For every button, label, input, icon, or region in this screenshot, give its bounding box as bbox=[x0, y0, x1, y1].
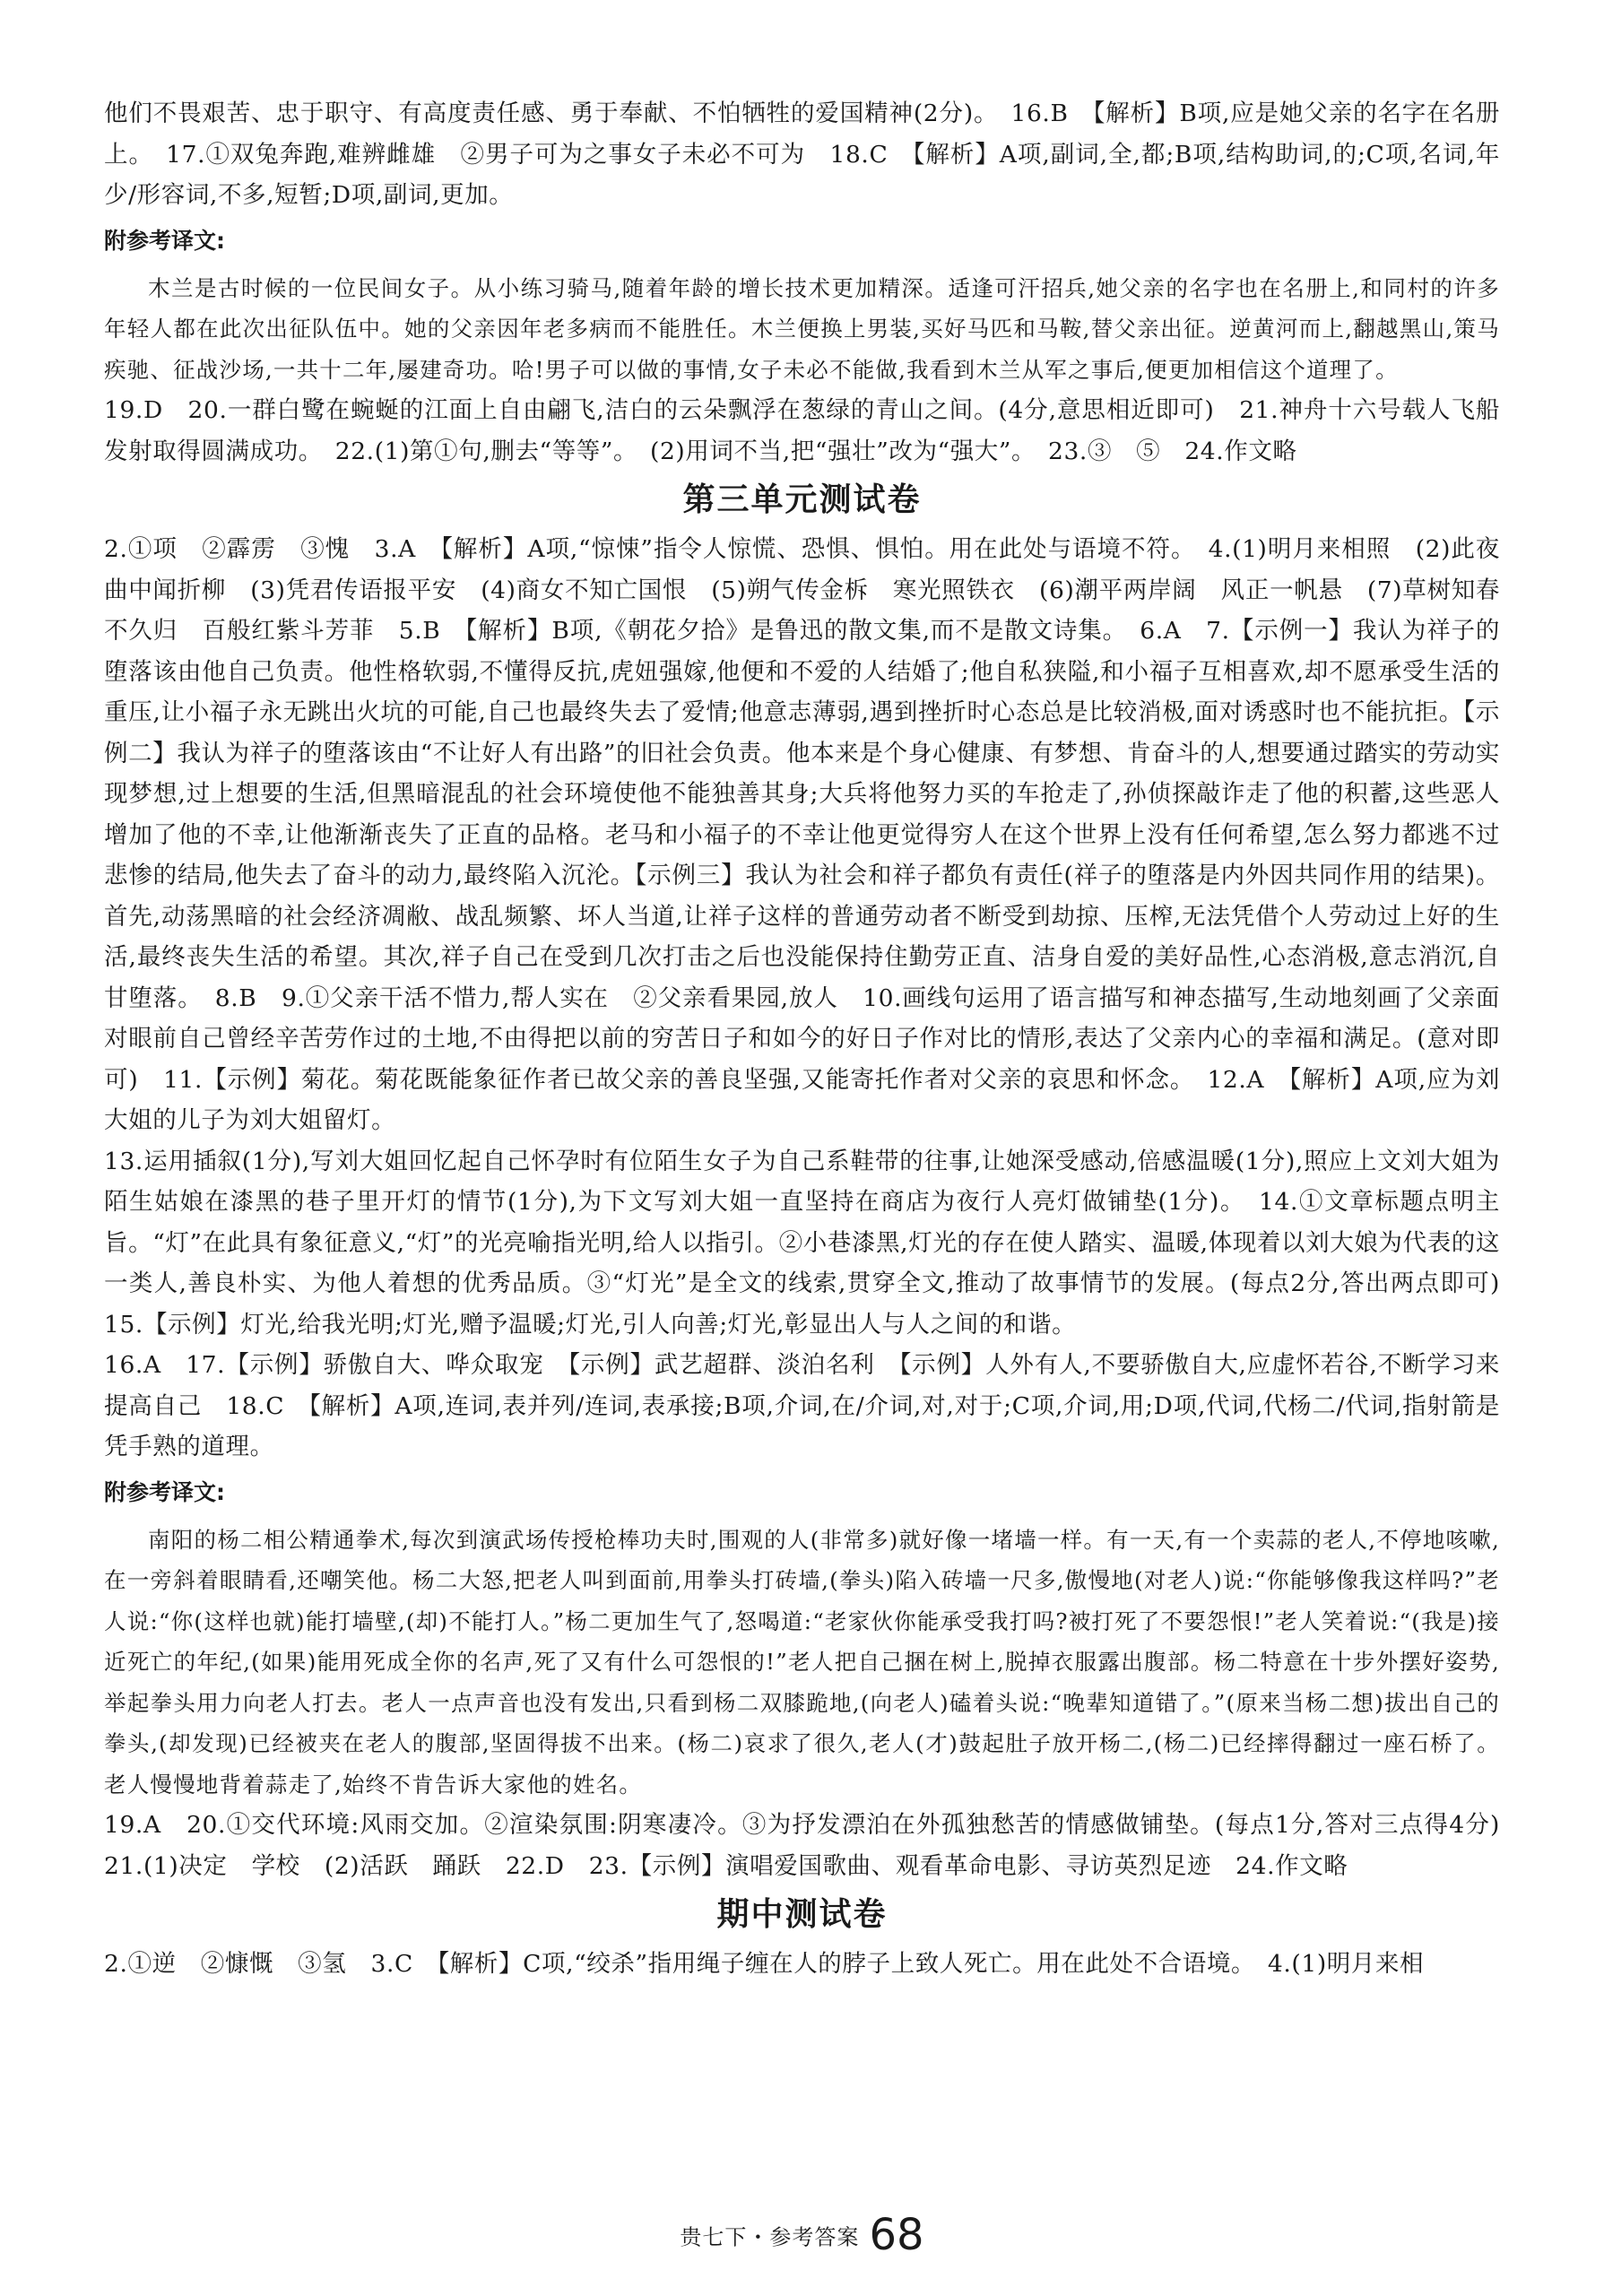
unit2-answers-end: 19.D 20.一群白鹭在蜿蜒的江面上自由翩飞,洁白的云朵飘浮在葱绿的青山之间。(4分,意思相近即可) 21.神舟十六号载人飞船发射取得圆满成功。 22.(1)第①句,删去“等等”。 (2)用词不当,把“强壮”改为“强大”。 23.③ ⑤ 24.作文略 bbox=[104, 396, 1500, 465]
reference-translation-mulan: 木兰是古时候的一位民间女子。从小练习骑马,随着年龄的增长技术更加精深。适逢可汗招兵,她父亲的名字也在名册上,和同村的许多年轻人都在此次出征队伍中。她的父亲因年老多病而不能胜任。木兰便换上男装,买好马匹和马鞍,替父亲出征。逆黄河而上,翻越黑山,策马疾驰、征战沙场,一共十二年,屡建奇功。哈!男子可以做的事情,女子未必不能做,我看到木兰从军之事后,便更加相信这个道理了。 bbox=[104, 274, 1500, 383]
unit3-answers-part3: 16.A 17.【示例】骄傲自大、哗众取宠 【示例】武艺超群、淡泊名利 【示例】人外有人,不要骄傲自大,应虚怀若谷,不断学习来提高自己 18.C 【解析】A项,连词,表并列/连词,表承接;B项,介词,在/介词,对,对于;C项,介词,用;D项,代词,代杨二/代词,指射箭是凭手熟的道理。 bbox=[104, 1351, 1500, 1460]
reference-translation-label: 附参考译文: bbox=[104, 1478, 225, 1505]
page-footer bbox=[0, 2210, 1604, 2260]
footer-label: 贵七下・参考答案 bbox=[680, 2224, 860, 2250]
unit3-answers: 2.①项 ②霹雳 ③愧 3.A 【解析】A项,“惊悚”指令人惊慌、恐惧、惧怕。用在此处与语境不符。 4.(1)明月来相照 (2)此夜曲中闻折柳 (3)凭君传语报平安 (4)商女不知亡国恨 (5)朔气传金柝 寒光照铁衣 (6)潮平两岸阔 风正一帆悬 (7)草树知春不久归 百般红紫斗芳菲 5.B 【解析】B项,《朝花夕拾》是鲁迅的散文集,而不是散文诗集。 6.A 7.【示例一】我认为祥子的堕落该由他自己负责。他性格软弱,不懂得反抗,虎妞强嫁,他便和不爱的人结婚了;他自私狭隘,和小福子互相喜欢,却不愿承受生活的重压,让小福子永无跳出火坑的可能,自己也最终失去了爱情;他意志薄弱,遇到挫折时心态总是比较消极,面对诱惑时也不能抗拒。【示例二】我认为祥子的堕落该由“不让好人有出路”的旧社会负责。他本来是个身心健康、有梦想、肯奋斗的人,想要通过踏实的劳动实现梦想,过上想要的生活,但黑暗混乱的社会环境使他不能独善其身;大兵将他努力买的车抢走了,孙侦探敲诈走了他的积蓄,这些恶人增加了他的不幸,让他渐渐丧失了正直的品格。老马和小福子的不幸让他更觉得穷人在这个世界上没有任何希望,怎么努力都逃不过悲惨的结局,他失去了奋斗的动力,最终陷入沉沦。【示例三】我认为社会和祥子都负有责任(祥子的堕落是内外因共同作用的结果)。首先,动荡黑暗的社会经济凋敝、战乱频繁、坏人当道,让祥子这样的普通劳动者不断受到劫掠、压榨,无法凭借个人劳动过上好的生活,最终丧失生活的希望。其次,祥子自己在受到几次打击之后也没能保持住勤劳正直、洁身自爱的美好品性,心态消极,意志消沉,自甘堕落。 8.B 9.①父亲干活不惜力,帮人实在 ②父亲看果园,放人 10.画线句运用了语言描写和神态描写,生动地刻画了父亲面对眼前自己曾经辛苦劳作过的土地,不由得把以前的穷苦日子和如今的好日子作对比的情形,表达了父亲内心的幸福和满足。(意对即可) 11.【示例】菊花。菊花既能象征作者已故父亲的善良坚强,又能寄托作者对父亲的哀思和怀念。 12.A 【解析】A项,应为刘大姐的儿子为刘大姐留灯。 bbox=[104, 535, 1500, 1134]
unit2-answers-tail: 他们不畏艰苦、忠于职守、有高度责任感、勇于奉献、不怕牺牲的爱国精神(2分)。 16.B 【解析】B项,应是她父亲的名字在名册上。 17.①双兔奔跑,难辨雌雄 ②男子可为之事女子未必不可为 18.C 【解析】A项,副词,全,都;B项,结构助词,的;C项,名词,年少/形容词,不多,短暂;D项,副词,更加。 bbox=[104, 100, 1500, 209]
midterm-test-title: 期中测试卷 bbox=[716, 1896, 888, 1933]
midterm-answers: 2.①逆 ②慷慨 ③氢 3.C 【解析】C项,“绞杀”指用绳子缠在人的脖子上致人死亡。用在此处不合语境。 4.(1)明月来相 bbox=[104, 1950, 1425, 1978]
unit3-test-title: 第三单元测试卷 bbox=[682, 481, 922, 518]
reference-translation-label: 附参考译文: bbox=[104, 227, 225, 254]
reference-translation-yang-er: 南阳的杨二相公精通拳术,每次到演武场传授枪棒功夫时,围观的人(非常多)就好像一堵墙一样。有一天,有一个卖蒜的老人,不停地咳嗽,在一旁斜着眼睛看,还嘲笑他。杨二大怒,把老人叫到面前,用拳头打砖墙,(拳头)陷入砖墙一尺多,傲慢地(对老人)说:“你能够像我这样吗?”老人说:“你(这样也就)能打墙壁,(却)不能打人。”杨二更加生气了,怒喝道:“老家伙你能承受我打吗?被打死了不要怨恨!”老人笑着说:“(我是)接近死亡的年纪,(如果)能用死成全你的名声,死了又有什么可怨恨的!”老人把自己捆在树上,脱掉衣服露出腹部。杨二特意在十步外摆好姿势,举起拳头用力向老人打去。老人一点声音也没有发出,只看到杨二双膝跪地,(向老人)磕着头说:“晚辈知道错了。”(原来当杨二想)拔出自己的拳头,(却发现)已经被夹在老人的腹部,坚固得拔不出来。(杨二)哀求了很久,老人(才)鼓起肚子放开杨二,(杨二)已经摔得翻过一座石桥了。老人慢慢地背着蒜走了,始终不肯告诉大家他的姓名。 bbox=[104, 1526, 1500, 1798]
unit3-answers-part2: 13.运用插叙(1分),写刘大姐回忆起自己怀孕时有位陌生女子为自己系鞋带的往事,让她深受感动,倍感温暖(1分),照应上文刘大姐为陌生姑娘在漆黑的巷子里开灯的情节(1分),为下文写刘大姐一直坚持在商店为夜行人亮灯做铺垫(1分)。 14.①文章标题点明主旨。“灯”在此具有象征意义,“灯”的光亮喻指光明,给人以指引。②小巷漆黑,灯光的存在使人踏实、温暖,体现着以刘大娘为代表的这一类人,善良朴实、为他人着想的优秀品质。③“灯光”是全文的线索,贯穿全文,推动了故事情节的发展。(每点2分,答出两点即可) 15.【示例】灯光,给我光明;灯光,赠予温暖;灯光,引人向善;灯光,彰显出人与人之间的和谐。 bbox=[104, 1147, 1525, 1339]
unit3-answers-end: 19.A 20.①交代环境:风雨交加。②渲染氛围:阴寒凄冷。③为抒发漂泊在外孤独愁苦的情感做铺垫。(每点1分,答对三点得4分) 21.(1)决定 学校 (2)活跃 踊跃 22.D 23.【示例】演唱爱国歌曲、观看革命电影、寻访英烈足迹 24.作文略 bbox=[104, 1811, 1525, 1880]
page-number: 68 bbox=[869, 2210, 924, 2260]
